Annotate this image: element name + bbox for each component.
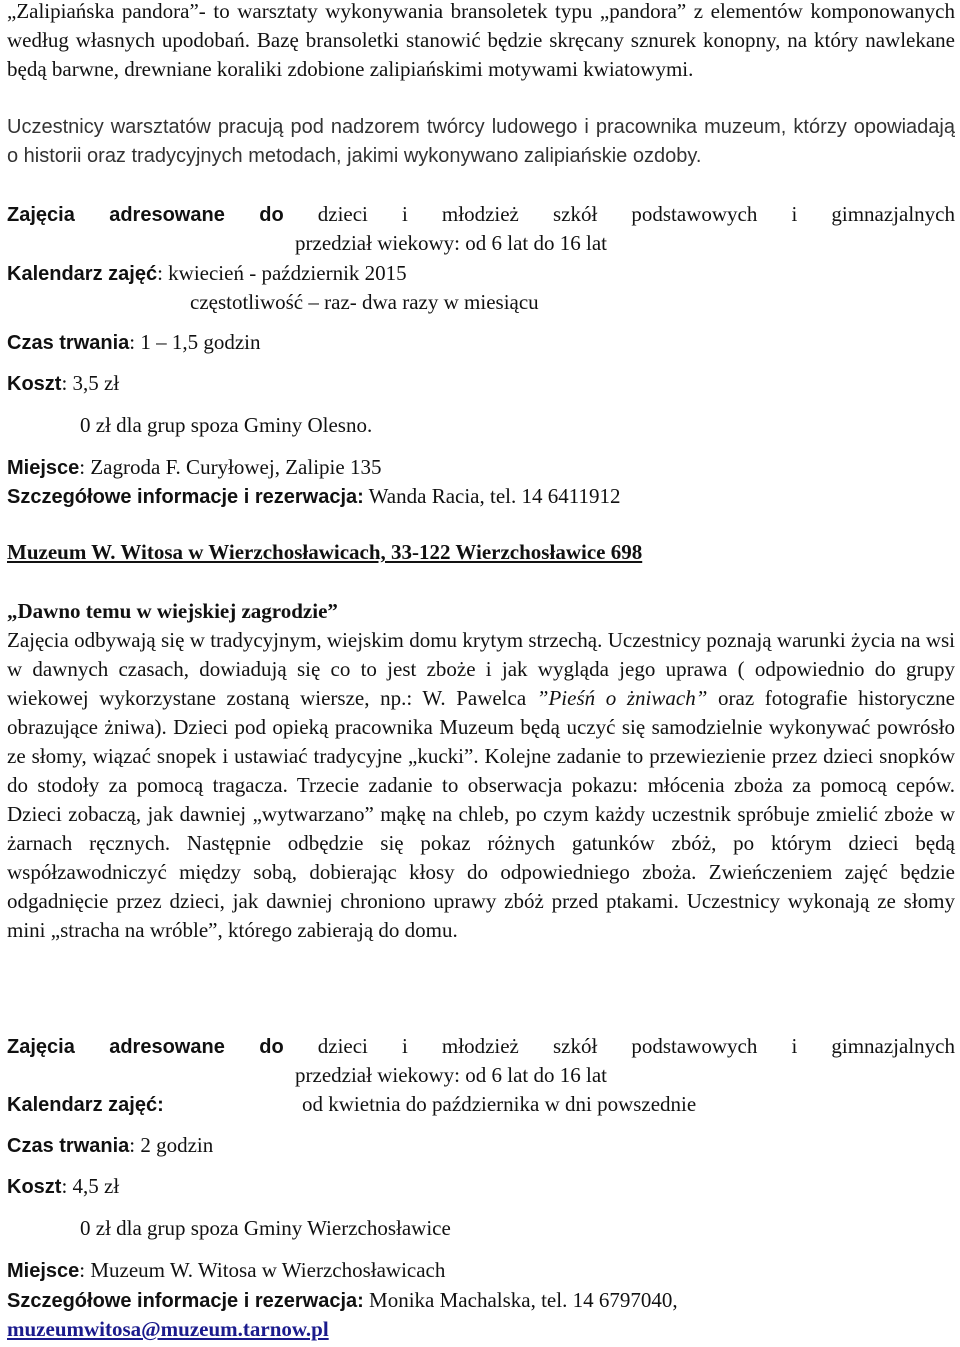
description-part-1: Zajęcia odbywają się w tradycyjnym, wiejskim domu krytym strzechą. Uczestnicy poznają warunki życia na wsi w dawnych czasach, dowiadują się co to jest zboże i jak wygląda jego uprawa ( odpowiednio do grupy wiekowej wykorzystane zostaną wiersze, np.: W. Pawelca — [7, 628, 955, 710]
workshop-title: „Dawno temu w wiejskiej zagrodzie” — [7, 599, 338, 623]
age-range-2: przedział wiekowy: od 6 lat do 16 lat — [295, 1063, 607, 1087]
intro-paragraph: „Zalipiańska pandora”- to warsztaty wykonywania bransoletek typu „pandora” z elementów komponowanych według własnych upodobań. Bazę bransoletki stanowić będzie skręcany sznurek konopny, na który nawlekane będą barwne, drewniane koraliki zdobione zalipiańskimi motywami kwiatowymi. — [7, 0, 955, 81]
cost-label-2: Koszt — [7, 1176, 62, 1198]
duration-line-2 — [7, 1131, 213, 1161]
place-label-2: Miejsce — [7, 1260, 80, 1282]
place-label: Miejsce — [7, 457, 80, 479]
duration-label: Czas trwania — [7, 332, 130, 354]
email-line — [7, 1315, 329, 1344]
place-text: : Zagroda F. Curyłowej, Zalipie 135 — [79, 455, 382, 479]
calendar-label: Kalendarz zajęć — [7, 263, 158, 285]
poem-title: ”Pieśń o żniwach” — [536, 686, 708, 710]
age-range: przedział wiekowy: od 6 lat do 16 lat — [295, 231, 607, 255]
duration-text-2: : 2 godzin — [129, 1133, 214, 1157]
calendar-text: : kwiecień - październik 2015 — [157, 261, 407, 285]
calendar-text-2: od kwietnia do października w dni powszednie — [302, 1092, 697, 1116]
museum-heading: Muzeum W. Witosa w Wierzchosławicach, 33-122 Wierzchosławice 698 — [7, 540, 643, 564]
info-label: Szczegółowe informacje i rezerwacja: — [7, 486, 364, 508]
cost-line — [7, 369, 119, 399]
workshop-description — [7, 626, 955, 945]
info-text: Wanda Racia, tel. 14 6411912 — [363, 484, 621, 508]
cost-line-2 — [7, 1172, 119, 1202]
place-line — [7, 453, 381, 483]
cost-label: Koszt — [7, 373, 62, 395]
duration-label-2: Czas trwania — [7, 1135, 130, 1157]
calendar-line-2 — [7, 1090, 697, 1120]
audience-label-2: Zajęcia adresowane do — [7, 1036, 284, 1058]
cost-text-2: : 4,5 zł — [61, 1174, 120, 1198]
cost-text: : 3,5 zł — [61, 371, 120, 395]
cost-free-note-2: 0 zł dla grup spoza Gminy Wierzchosławice — [80, 1216, 451, 1240]
frequency: częstotliwość – raz- dwa razy w miesiącu — [190, 290, 539, 314]
audience-label: Zajęcia adresowane do — [7, 204, 284, 226]
audience-text-2: dzieci i młodzież szkół podstawowych i gimnazjalnych — [317, 1034, 955, 1058]
place-line-2 — [7, 1256, 445, 1286]
staff-paragraph: Uczestnicy warsztatów pracują pod nadzorem twórcy ludowego i pracownika muzeum, którzy opowiadają o historii oraz tradycyjnych metodach, jakimi wykonywano zalipiańskie ozdoby. — [7, 116, 955, 167]
audience-line-2 — [7, 1032, 955, 1062]
info-text-2: Monika Machalska, tel. 14 6797040, — [363, 1288, 678, 1312]
calendar-label-2: Kalendarz zajęć: — [7, 1094, 164, 1116]
info-line-2 — [7, 1286, 678, 1316]
info-line — [7, 482, 620, 512]
calendar-line — [7, 259, 407, 289]
email-link[interactable]: muzeumwitosa@muzeum.tarnow.pl — [7, 1317, 329, 1341]
description-part-2: oraz fotografie historyczne obrazujące żniwa). Dzieci pod opieką pracownika Muzeum będą uczyć się samodzielnie wykonywać powrósło ze słomy, wiązać snopek i ustawiać tradycyjne „kucki”. Kolejne zadanie to przewiezienie przez dzieci snopków do stodoły za pomocą tragacza. Trzecie zadanie to obserwacja pokazu: młócenia zboża za pomocą cepów. Dzieci zobaczą, jak dawniej „wytwarzano” mąkę na chleb, po czym każdy uczestnik spróbuje zmielić zboże w żarnach ręcznych. Następnie odbędzie się pokaz różnych gatunków zbóż, po którym dzieci będą współzawodniczyć między sobą, dobierając kłosy do odpowiedniego zboża. Zwieńczeniem zajęć będzie odgadnięcie przez dzieci, jak dawniej chroniono uprawy zbóż przed ptakami. Uczestnicy wykonają ze słomy mini „stracha na wróble”, którego zabierają do domu. — [7, 686, 955, 942]
info-label-2: Szczegółowe informacje i rezerwacja: — [7, 1290, 364, 1312]
place-text-2: : Muzeum W. Witosa w Wierzchosławicach — [79, 1258, 446, 1282]
duration-line — [7, 328, 261, 358]
audience-text: dzieci i młodzież szkół podstawowych i gimnazjalnych — [317, 202, 955, 226]
cost-free-note: 0 zł dla grup spoza Gminy Olesno. — [80, 413, 373, 437]
duration-text: : 1 – 1,5 godzin — [129, 330, 261, 354]
audience-line — [7, 200, 955, 230]
